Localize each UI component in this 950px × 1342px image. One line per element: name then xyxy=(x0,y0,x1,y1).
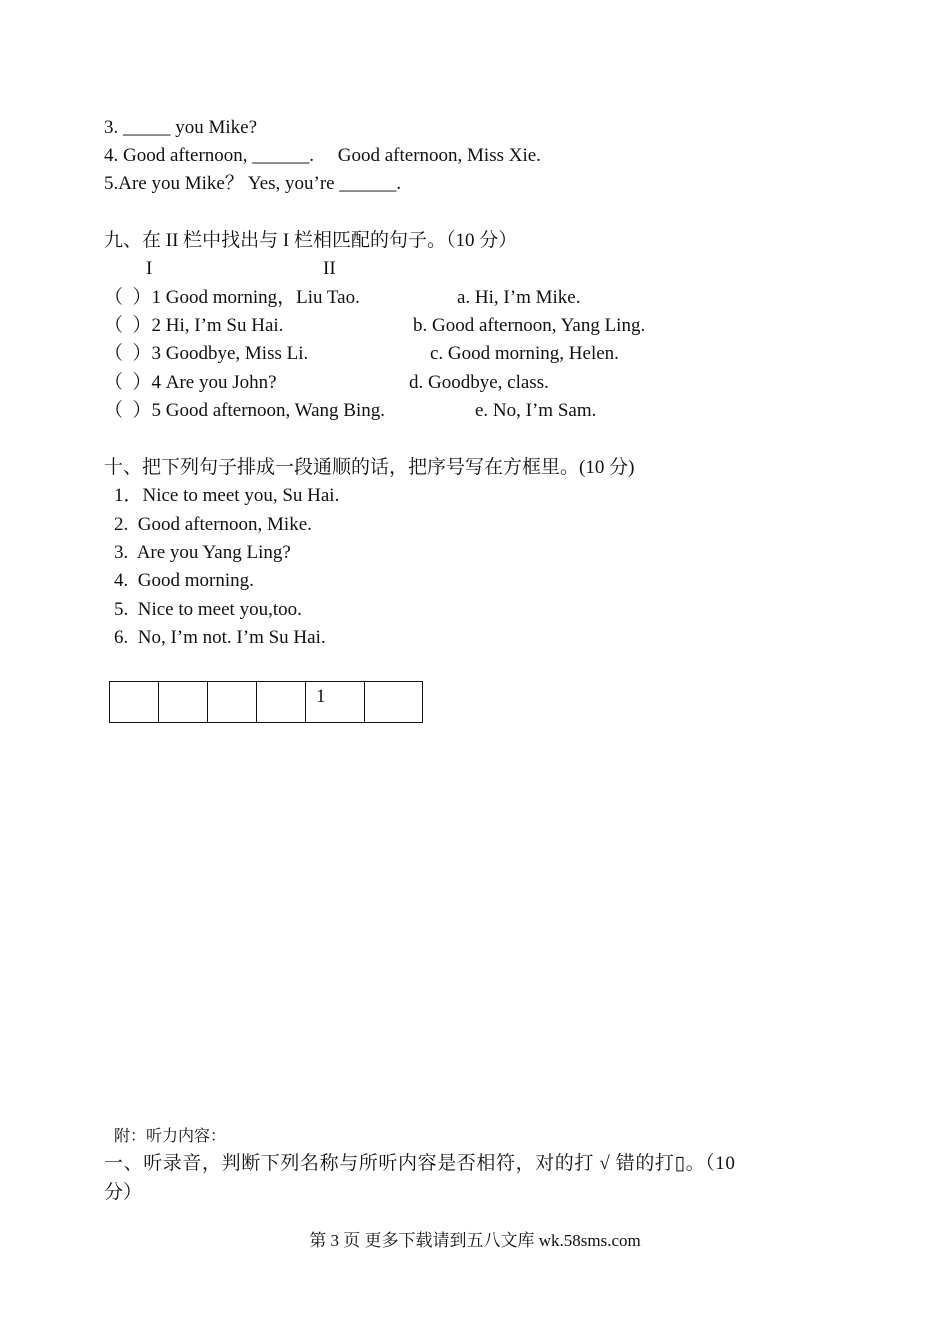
appendix-section1-line1: 一、听录音，判断下列名称与所听内容是否相符，对的打 √ 错的打▯。（10 xyxy=(104,1153,736,1174)
section10-heading: 十、把下列句子排成一段通顺的话，把序号写在方框里。(10 分) xyxy=(104,457,635,478)
appendix-label: 附：听力内容： xyxy=(114,1128,227,1145)
fill-in-question-4: 4. Good afternoon, ______. Good afternoon, Miss Xie. xyxy=(104,145,541,166)
section9-row-1-left: （ ）1 Good morning，Liu Tao. xyxy=(104,287,360,308)
section10-item-3: 3. Are you Yang Ling? xyxy=(114,542,291,563)
section10-item-1: 1．Nice to meet you, Su Hai. xyxy=(114,485,340,506)
section9-row-2-right: b. Good afternoon, Yang Ling. xyxy=(413,315,646,336)
section10-item-6: 6. No, I’m not. I’m Su Hai. xyxy=(114,627,326,648)
section9-column-i-header: I xyxy=(146,258,153,279)
section9-row-3-right: c. Good morning, Helen. xyxy=(430,343,619,364)
answer-box-3[interactable] xyxy=(208,682,257,723)
page-footer: 第 3 页 更多下载请到五八文库 wk.58sms.com xyxy=(309,1231,641,1250)
answer-box-1[interactable] xyxy=(110,682,159,723)
appendix-section1-line2: 分） xyxy=(104,1182,143,1203)
answer-box-6[interactable] xyxy=(365,682,423,723)
section10-item-4: 4. Good morning. xyxy=(114,570,254,591)
answer-box-5[interactable]: 1 xyxy=(306,682,365,723)
fill-in-question-3: 3. _____ you Mike? xyxy=(104,117,258,138)
section9-row-2-left: （ ）2 Hi, I’m Su Hai. xyxy=(104,315,284,336)
section9-row-5-right: e. No, I’m Sam. xyxy=(475,400,597,421)
fill-in-question-5: 5.Are you Mike？ Yes, you’re ______. xyxy=(104,173,402,194)
section9-row-4-left: （ ）4 Are you John? xyxy=(104,372,277,393)
section10-item-2: 2. Good afternoon, Mike. xyxy=(114,514,312,535)
answer-box-4[interactable] xyxy=(257,682,306,723)
section9-column-ii-header: II xyxy=(323,258,336,279)
answer-box-2[interactable] xyxy=(159,682,208,723)
section9-row-1-right: a. Hi, I’m Mike. xyxy=(457,287,581,308)
section10-item-5: 5. Nice to meet you,too. xyxy=(114,599,302,620)
section9-row-4-right: d. Goodbye, class. xyxy=(409,372,549,393)
section9-row-3-left: （ ）3 Goodbye, Miss Li. xyxy=(104,343,309,364)
section9-row-5-left: （ ）5 Good afternoon, Wang Bing. xyxy=(104,400,385,421)
section9-heading: 九、在 II 栏中找出与 I 栏相匹配的句子。（10 分） xyxy=(104,230,518,251)
answer-order-boxes xyxy=(109,681,423,723)
